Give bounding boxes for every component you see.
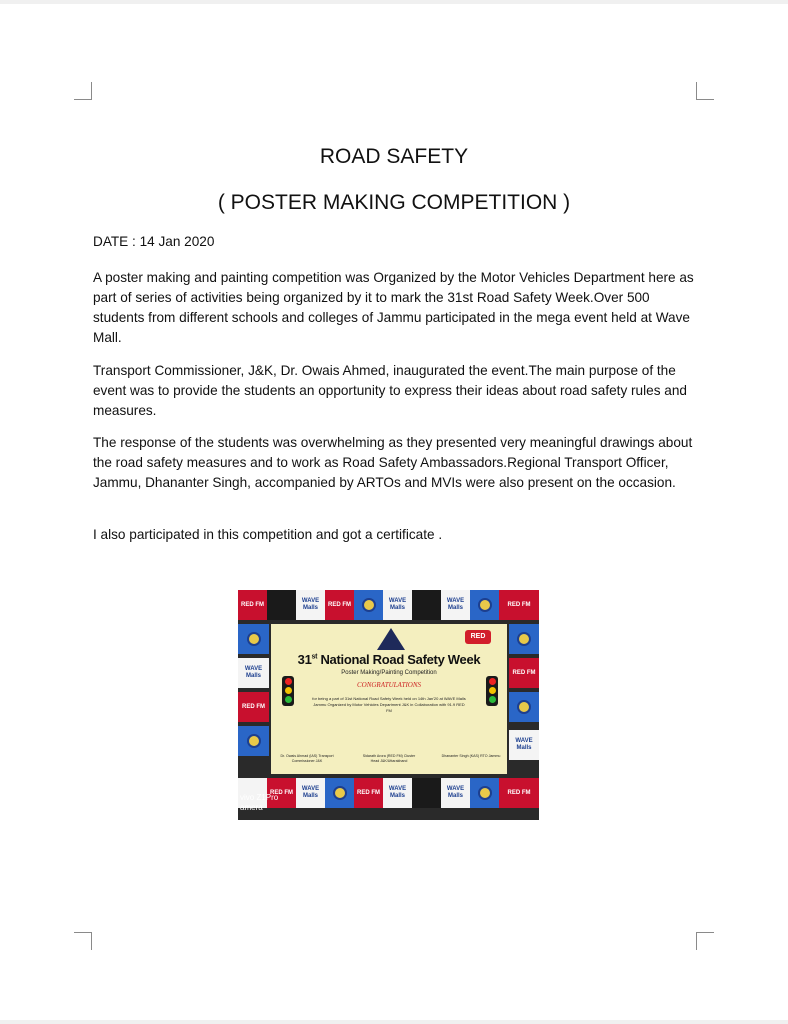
wave-cinemas-tile (412, 778, 441, 808)
police-emblem-tile (325, 778, 354, 808)
red-fm-logo-tile: RED FM (238, 590, 267, 620)
document-date: DATE : 14 Jan 2020 (93, 234, 215, 249)
document-title: ROAD SAFETY (319, 145, 469, 168)
emblem-icon (517, 700, 531, 714)
emblem-icon (333, 786, 347, 800)
red-fm-logo-tile: RED FM (238, 692, 269, 722)
red-fm-logo-tile: RED FM (354, 778, 383, 808)
signatory-2: Sidarath Arora (RED FM) Cluster Head J&K/Uttarakhand (362, 754, 416, 763)
emblem-icon (247, 632, 261, 646)
emblem-icon (478, 786, 492, 800)
certificate-photo (238, 590, 539, 820)
red-fm-logo-tile: RED FM (325, 590, 354, 620)
corner-mark-top-right (696, 82, 714, 100)
red-fm-logo-tile: RED FM (499, 590, 539, 620)
certificate-congratulations: CONGRATULATIONS (356, 681, 422, 689)
traffic-light-icon (282, 676, 294, 706)
certificate-text: for being a part of 31st National Road Safety Week held on 14th Jan'20 at WAVE Malls Jammu Organized by Motor Vehicles Department J&K in Collaboration with 91.9 RED FM (312, 696, 466, 713)
certificate-body (271, 624, 507, 774)
police-emblem-tile (238, 726, 269, 756)
emblem-icon (517, 632, 531, 646)
wave-malls-tile: WAVE Malls (383, 590, 412, 620)
police-emblem-tile (470, 778, 499, 808)
signatory-3: Dhananter Singh (KAS) RTO Jammu (441, 754, 501, 758)
emblem-icon (478, 598, 492, 612)
emblem-icon (362, 598, 376, 612)
police-emblem-tile (470, 590, 499, 620)
red-fm-logo-tile: RED FM (267, 778, 296, 808)
paragraph-1: A poster making and painting competition was Organized by the Motor Vehicles Department here as part of series of activities being organized by it to mark the 31st Road Safety Week.Over 500 students from different schools and colleges of Jammu participated in the mega event held at Wave Mall. (93, 270, 694, 345)
wave-malls-tile: WAVE Malls (296, 590, 325, 620)
wave-malls-tile: WAVE Malls (296, 778, 325, 808)
document-page (0, 4, 788, 1020)
wave-malls-tile: WAVE Malls (441, 590, 470, 620)
traffic-light-icon (486, 676, 498, 706)
paragraph-3: The response of the students was overwhelming as they presented very meaningful drawings about the road safety measures and to work as Road Safety Ambassadors.Regional Transport Officer, Jammu, Dhananter Singh, accompanied by ARTOs and MVIs were also present on the occasion. (93, 435, 693, 490)
police-emblem-tile (354, 590, 383, 620)
emblem-icon (247, 734, 261, 748)
wave-malls-tile: WAVE Malls (509, 730, 539, 760)
certificate-heading: 31st National Road Safety Week (297, 652, 481, 667)
police-emblem-tile (238, 624, 269, 654)
paragraph-2: Transport Commissioner, J&K, Dr. Owais Ahmed, inaugurated the event.The main purpose of the event was to provide the students an opportunity to express their ideas about road safety rules and measures. (93, 363, 687, 418)
wave-malls-tile: WAVE Malls (383, 778, 412, 808)
wave-cinemas-tile (267, 590, 296, 620)
police-emblem-tile (509, 692, 539, 722)
road-cone-icon (377, 628, 405, 650)
wave-malls-tile: WAVE Malls (441, 778, 470, 808)
camera-watermark: vivo Z1Pro amera (240, 793, 279, 812)
red-fm-logo-tile: RED FM (499, 778, 539, 808)
red-moto-logo: RED (465, 630, 491, 644)
signatory-1: Dr. Owais Ahmad (IAS) Transport Commissioner J&K (280, 754, 334, 763)
police-emblem-tile (509, 624, 539, 654)
certificate-subheading: Poster Making/Painting Competition (341, 670, 437, 676)
corner-mark-top-left (74, 82, 92, 100)
paragraph-4: I also participated in this competition and got a certificate . (93, 527, 443, 542)
corner-mark-bottom-right (696, 932, 714, 950)
red-fm-logo-tile: RED FM (509, 658, 539, 688)
wave-malls-tile: WAVE Malls (238, 658, 269, 688)
corner-mark-bottom-left (74, 932, 92, 950)
document-subtitle: ( POSTER MAKING COMPETITION ) (217, 191, 571, 214)
wave-cinemas-tile (412, 590, 441, 620)
